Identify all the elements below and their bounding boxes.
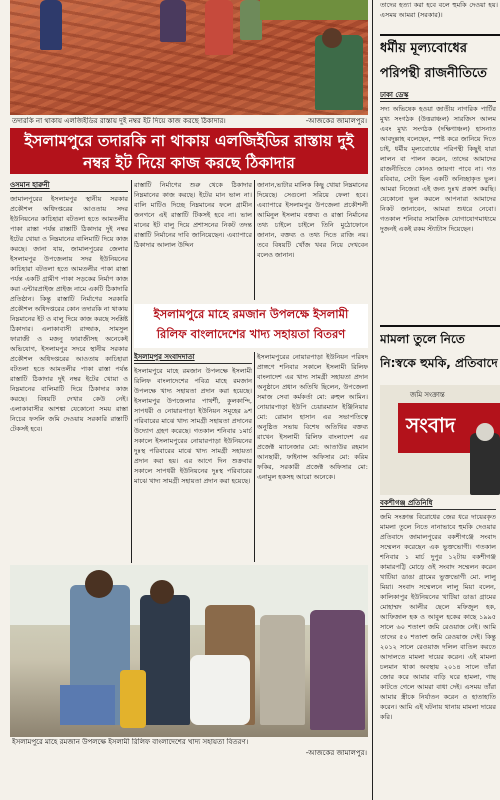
right-headline1-text: ধর্মীয় মূল্যবোধের পরিপন্থী রাজনীতিতে bbox=[380, 41, 487, 81]
top-story-col2-text: রাস্তাটি নির্মাণের শুরু থেকে ঠিকাদার নিম্নমানের কাজ করছে। ইটের মান ভাল না। বালি মাটিও দিচ্ছে নিম্নমানের ফলে গ্রামীন জনগনে এই রাস্তাটি টিকসই হবে না। ভাল মানের ইট বালু দিয়ে প্রশাসনের নিকট তদন্ত রাস্তাটি নির্মানের দাবি জানিয়েছেন। এব্যাপারে ঠিকাদার আলাল উদ্দিন bbox=[134, 181, 252, 249]
relief-photo-credit bbox=[12, 749, 367, 758]
top-photo-caption bbox=[12, 117, 367, 126]
caption-text: তদারকি না থাকায় এলজিইডির রাস্তায় দুই নম্বর ইট দিয়ে কাজ করছে ঠিকাদার। bbox=[12, 117, 226, 125]
worker-figure bbox=[240, 0, 262, 40]
top-headline-line1: ইসলামপুরে তদারকি না থাকায় এলজিইডির রাস্তায় দুই bbox=[24, 132, 354, 150]
relief-col1 bbox=[134, 352, 252, 562]
right-story2 bbox=[380, 498, 496, 798]
relief-headline-line1: ইসলামপুরে মাহে রমজান উপলক্ষে ইসলামী bbox=[153, 307, 349, 321]
grass-strip bbox=[260, 0, 368, 20]
right-story1 bbox=[380, 90, 496, 310]
caption-credit: -আজকের জামালপুর। bbox=[305, 749, 367, 757]
relief-col2-text: ইসলামপুরের নোয়ারপাড়া ইউনিয়ন পরিষদ প্রাঙ্গণে শনিবার সকালে ইসলামী রিলিফ বাংলাদেশ এর খাদ্য সামগ্রী সহায়তা প্রদান অনুষ্ঠানে প্রধান অতিথি ছিলেন, উপজেলা সমাজ সেবা কর্মকর্তা মো: রুহুল আমিন। নোয়ারপাড়া ইউপি চেয়ারম্যান ইঞ্জিনিয়ার মো: রোমান হাসান এর সভাপতিত্বে অনুষ্ঠিত সভায় বিশেষ অতিথির বক্তব্য রাখেন ইসলামী রিলিফ বাংলাদেশ এর প্রজেক্ট ম্যানেজার মো: আতাউর রহমান আনছারী, ফাইনান্স অফিসার মো: করিম ফকির, সরকারী প্রজেক্ট অফিসার মো: এনামুল হকসহ আরো অনেকে। bbox=[257, 353, 368, 481]
relief-col2 bbox=[257, 352, 368, 562]
right-story2-text: জমি সংক্রান্ত বিরোধের জের ধরে দায়েরকৃত মামলা তুলে নিতে নানাভাবে হুমকি দেওয়ার প্রতিবাদে জামালপুরের বকশীগঞ্জে সংবাদ সম্মেলন করেছেন এক ভুক্তভোগী। গতকাল শনিবার ১ মার্চ দুপুর ১২টায় বকশীগঞ্জ কামারপট্টি মোড়ে ওই সংবাদ সম্মেলন করেন খাটিয়া ডাঙা গ্রামের ভুক্তভোগী মো. লালু মিয়া। সংবাদ সম্মেলনে লালু মিয়া বলেন, কালিকাপুর ইউনিয়নের খাটিয়া ডাঙা গ্রামের মোহাম্মদ আলীর ছেলে মফিজুল হক, আফিজাল হক ও আবুল হকের কাছে ১৯৯৫ সালে ৬০ শতাংশ জমি রেওয়াজ নেই। আমি তাদের ৫০ শতাংশ জমি রেওয়াজ দেই। কিন্তু ২০১২ সালে রেওয়াজ দলিল বাতিল করতে আদালতে মামলা দায়ের করেন। এই মামলা চলমান থাকা অবস্থায় ২০১৪ সালে তাঁরা জোর করে আমার বাড়ি ঘরে হামলা, গাছ কাটতে গেলে আমরা বাধা দেই। এসময় তাঁরা আমার স্ত্রীকে নির্যাতন করেন ও হাতাহাতি করেন। আমি এই ঘটনায় থানায় মামলা দায়ের করি। bbox=[380, 513, 496, 721]
brick-road-photo bbox=[10, 0, 368, 115]
relief-distribution-photo bbox=[10, 565, 368, 737]
worker-figure bbox=[322, 28, 342, 48]
right-story1-byline: ঢাকা ডেস্ক bbox=[380, 91, 409, 99]
person-figure bbox=[260, 615, 305, 725]
oil-bottle bbox=[120, 670, 146, 728]
food-box bbox=[60, 685, 115, 725]
relief-sack bbox=[190, 655, 250, 725]
section-divider bbox=[372, 0, 373, 800]
worker-figure bbox=[40, 0, 62, 50]
byline-rule bbox=[10, 191, 128, 192]
column-rule bbox=[254, 180, 255, 300]
right-headline2 bbox=[380, 325, 500, 377]
press-conference-photo bbox=[380, 385, 500, 495]
top-story-col1 bbox=[10, 180, 128, 563]
top-story-byline: ওসমান হারুনী bbox=[10, 181, 50, 189]
person-figure bbox=[85, 570, 113, 598]
person-figure bbox=[310, 610, 365, 730]
relief-col1-text: ইসলামপুরে মাহে রমজান উপলক্ষে ইসলামী রিলিফ বাংলাদেশের পবিত্র মাহে রমজান উপলক্ষে খাদ্য সহায়তা প্রদান করা হয়েছে। ইসলামপুর উপজেলার পাথর্শী, কুলকান্দি, সাপধরী ও নোয়ারপাড়া ইউনিয়ন সমূহের ৯শ পরিবারের মাঝে খাদ্য সামগ্রী সহায়তা প্রদানের উদ্যোগ গ্রহণ করেছে। গতকাল শনিবার ১মার্চ সকালে ইসলামপুরের নোয়ারপাড়া ইউনিয়নের দুঃস্থ পরিবারের মাঝে খাদ্য সামগ্রী সহায়তা প্রদান করা হয়। এর আগে দিন শুক্রবার সকালে সাপধরী ইউনিয়নের দুঃস্থ পরিবারের মাঝে খাদ্য সামগ্রী সহায়তা প্রদান করা হয়েছে। bbox=[134, 367, 252, 485]
column-rule bbox=[254, 352, 255, 562]
relief-byline: ইসলামপুর সংবাদদাতা bbox=[134, 353, 195, 361]
person-figure bbox=[150, 580, 174, 604]
press-banner-text: সংবাদ bbox=[406, 413, 456, 437]
top-headline-line2: নম্বর ইট দিয়ে কাজ করছে ঠিকাদার bbox=[83, 154, 295, 172]
byline-rule bbox=[134, 363, 252, 364]
right-top-fragment bbox=[380, 0, 498, 30]
worker-figure bbox=[205, 0, 233, 55]
caption-text: ইসলামপুরে মাহে রমজান উপলক্ষে ইসলামী রিলিফ বাংলাদেশের খাদ্য সহায়তা বিতরণ। bbox=[12, 738, 249, 746]
byline-rule bbox=[380, 509, 496, 510]
speaker-figure bbox=[476, 423, 494, 441]
relief-headline-line2: রিলিফ বাংলাদেশের খাদ্য সহায়তা বিতরণ bbox=[156, 327, 346, 341]
relief-photo-caption bbox=[12, 738, 367, 747]
right-headline2-text: মামলা তুলে নিতে নি:স্বকে হুমকি, প্রতিবাদে bbox=[380, 332, 498, 370]
person-figure bbox=[140, 595, 190, 725]
column-rule bbox=[131, 180, 132, 563]
speaker-figure bbox=[470, 433, 500, 495]
relief-headline bbox=[134, 304, 368, 348]
right-story1-text: সদ্য অভিষেক হওয়া জাতীয় নাগরিক পার্টির মুখ্য সংগঠক (উত্তরাঞ্চল) সারজিস আলম এবং মুখ্য সংগঠক (দক্ষিণাঞ্চল) হাসনাত আবদুল্লাহ বলেছেন, স্পষ্ট করে জানিয়ে দিতে চাই, ধর্মীয় মূল্যবোধের পরিপন্থী কিছুই যারা লালন বা পালন করেন, তাদের আমাদের রাজনীতিতে কোনও জায়গা পাবে না। গত রবিবার, সেটা ছিল একটি অনিচ্ছাকৃত ভুল। আমরা নিজেরা এই জন্য দুঃখ প্রকাশ করছি। যেকোনো ভুল করলে আপনারা আমাদের নিকট জানাবেন, আমরা শুধরে নেবো। গতকাল শনিবার সামাজিক যোগাযোগমাধ্যমে দুজনই একই রকম স্ট্যাটাস দিয়েছেন। bbox=[380, 105, 496, 233]
top-story-col3-text: জানান,ভাটার মালিক কিছু খোয়া নিম্নমানের দিয়েছে। সেগুলো সরিয়ে ফেলা হবে। এব্যাপারে ইসলামপুর উপজেলা প্রকৌশলী আমিনুল ইসলাম বক্তব্য ও রাস্তা নির্মানের তথ্য চাইলে চাইলে তিনি মুঠোফোনে জানান, বক্তব্য ও তথ্য দিতে রাজি নয়। তবে বিষয়টি খোঁজ খবর নিয়ে দেখবেন বলেও জানান। bbox=[257, 181, 368, 259]
top-headline-banner bbox=[10, 128, 368, 174]
byline-rule bbox=[380, 101, 496, 102]
press-banner-top: জমি সংক্রান্ত bbox=[410, 391, 445, 399]
caption-credit: -আজকের জামালপুর। bbox=[305, 117, 367, 125]
top-story-col3 bbox=[257, 180, 368, 300]
top-story-col1-text: জামালপুরের ইসলামপুর স্থানীয় সরকার প্রকৌশল অধিদপ্তরের আওতায় সদর ইউনিয়নের কাচিহারা বটতলা হতে আমতলীর পাকা রাস্তা পর্যন্ত রাস্তাটি ঠিকাদার দুই নম্বর ইটের খোয়া ও নিম্নমানের বালিমাটি দিয়ে কাজ করছে। জানা যায়, জামালপুরের জেলার ইসলামপুর উপজেলায় সদর ইউনিয়নের কাচিহারা বটতলা হতে আমতলীর পাকা রাস্তা পর্যন্ত একটি গ্রামীণ পাকা সড়কের নির্মাণ কাজ করা এন্টারপ্রাইজ প্রাইজ নামে একটি ঠিকাদারি প্রতিষ্ঠান। কিন্তু রাস্তাটি নির্মাণের সরকারি প্রকৌশল অধিদপ্তরের কোন তদারকি না থাকায় নিম্নমানের ইট ও বালু দিয়ে কাজ করছে সংশ্লিষ্ট ঠিকাদার। এলাকাবাসী রাজ্জাক, সামসুল ফারাজী ও মজনু ফারাজীসহ অনেকেই অভিযোগ, ইসলামপুর সদরে স্থানীয় সরকার প্রকৌশল অধিদপ্তরের আওতায় কাচিহারা বটতলা হতে আমতলীর পাকা রাস্তা পর্যন্ত রাস্তাটি ঠিকাদার দুই নম্বর ইটের খোয়া ও নিম্নমানের বালিমাটি দিয়ে ঠিকাদার কাজ করছে। বিষয়টি দেখার কেউ নেই। এলাকাবাসীর আশঙ্কা যেকোনো সময় রাস্তা নিচের ফসলি জমি দেওয়ায় সরকারি রাস্তাটি টেকসই হবে। bbox=[10, 195, 128, 433]
right-story2-byline: বকশীগঞ্জ প্রতিনিধি bbox=[380, 499, 433, 507]
worker-figure bbox=[160, 0, 186, 42]
right-headline1 bbox=[380, 34, 500, 88]
worker-figure bbox=[315, 35, 363, 110]
top-story-col2 bbox=[134, 180, 252, 300]
right-top-fragment-text: তাদের হত্যা করা হবে বলে হুমকি দেওয়া হয়। এসময় আমরা (সরকার)। bbox=[380, 1, 498, 19]
